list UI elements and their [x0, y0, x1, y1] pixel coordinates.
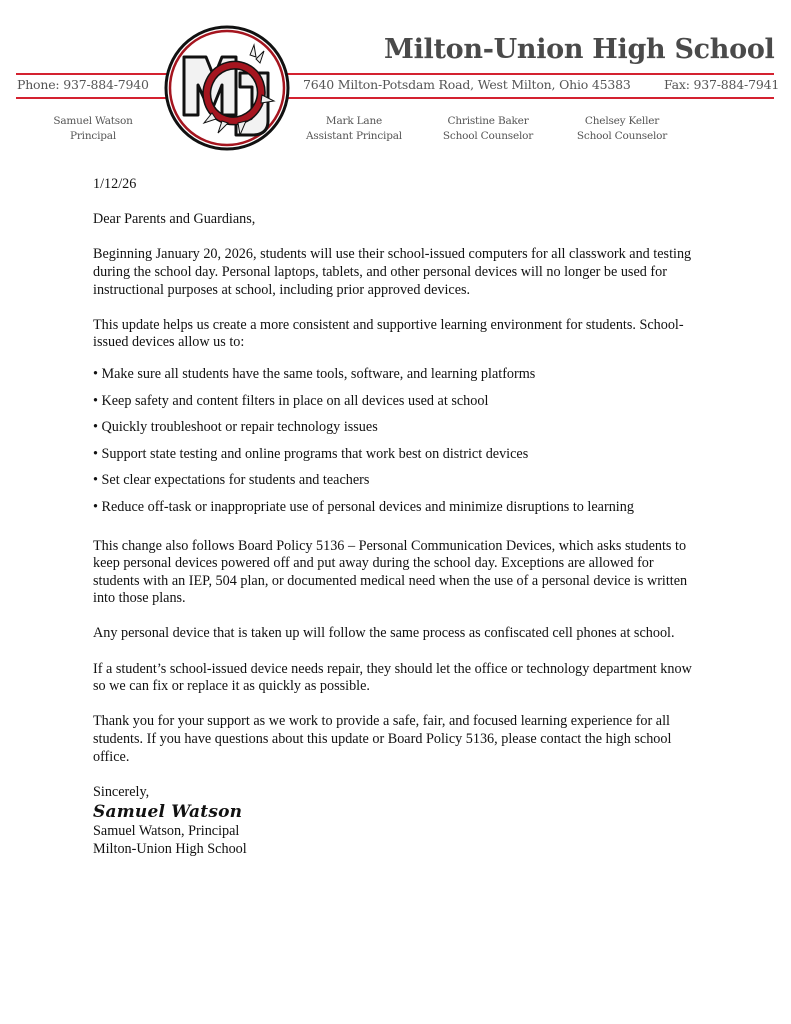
- staff-title: School Counselor: [442, 130, 534, 142]
- staff-name: Christine Baker: [447, 115, 529, 127]
- staff-title: Principal: [70, 130, 116, 142]
- benefits-list: [93, 366, 703, 517]
- list-item: • Set clear expectations for students and teachers: [93, 472, 370, 489]
- staff-name: Samuel Watson: [53, 115, 133, 127]
- letter-body: [93, 176, 703, 859]
- paragraph: This change also follows Board Policy 5136 – Personal Communication Devices, which asks students to keep personal devices powered off and put away during the school day. Exceptions are allowed for students with an IEP, 504 plan, or documented medical need when the use of a personal device is written into those plans.: [93, 537, 688, 607]
- paragraph: Thank you for your support as we work to provide a safe, fair, and focused learning experience for all students. If you have questions about this update or Board Policy 5136, please contact the high school office.: [93, 713, 672, 765]
- staff-title: Assistant Principal: [306, 130, 402, 142]
- salutation: Dear Parents and Guardians,: [93, 211, 256, 228]
- letter-date: 1/12/26: [93, 176, 137, 192]
- phone-number: Phone: 937-884-7940: [17, 77, 149, 92]
- staff-principal: [50, 114, 136, 144]
- fax-number: Fax: 937-884-7941: [664, 77, 780, 92]
- list-item: • Reduce off-task or inappropriate use of personal devices and minimize disruptions to learning: [93, 498, 634, 515]
- divider-line: [16, 73, 172, 75]
- school-logo-icon: [164, 25, 290, 151]
- staff-assistant-principal: [303, 114, 405, 144]
- paragraph: Beginning January 20, 2026, students will use their school-issued computers for all classwork and testing during the school day. Personal laptops, tablets, and other personal devices will no longer be used for instructional purposes at school, including prior approved devices.: [93, 246, 692, 298]
- list-item: • Support state testing and online programs that work best on district devices: [93, 445, 529, 462]
- signer-school: Milton-Union High School: [93, 841, 247, 857]
- signer-name-title: Samuel Watson, Principal: [93, 823, 240, 840]
- staff-name: Chelsey Keller: [584, 115, 660, 127]
- staff-name: Mark Lane: [325, 115, 383, 127]
- staff-title: School Counselor: [576, 130, 668, 142]
- divider-line: [16, 97, 172, 99]
- divider-line: [286, 73, 774, 75]
- staff-counselor: [574, 114, 670, 144]
- paragraph: If a student’s school-issued device needs repair, they should let the office or technology department know so we can fix or replace it as quickly as possible.: [93, 660, 692, 695]
- school-address: 7640 Milton-Potsdam Road, West Milton, Ohio 45383: [303, 77, 631, 92]
- paragraph: This update helps us create a more consistent and supportive learning environment for students. School-issued devices allow us to:: [93, 316, 684, 351]
- list-item: • Quickly troubleshoot or repair technology issues: [93, 419, 378, 436]
- paragraph: Any personal device that is taken up will follow the same process as confiscated cell phones at school.: [93, 625, 675, 642]
- school-name: Milton-Union High School: [384, 34, 775, 65]
- list-item: • Keep safety and content filters in place on all devices used at school: [93, 392, 489, 409]
- closing: Sincerely,: [93, 783, 150, 800]
- staff-counselor: [440, 114, 536, 144]
- divider-line: [286, 97, 774, 99]
- signature: Samuel Watson: [93, 802, 243, 823]
- list-item: • Make sure all students have the same tools, software, and learning platforms: [93, 365, 536, 382]
